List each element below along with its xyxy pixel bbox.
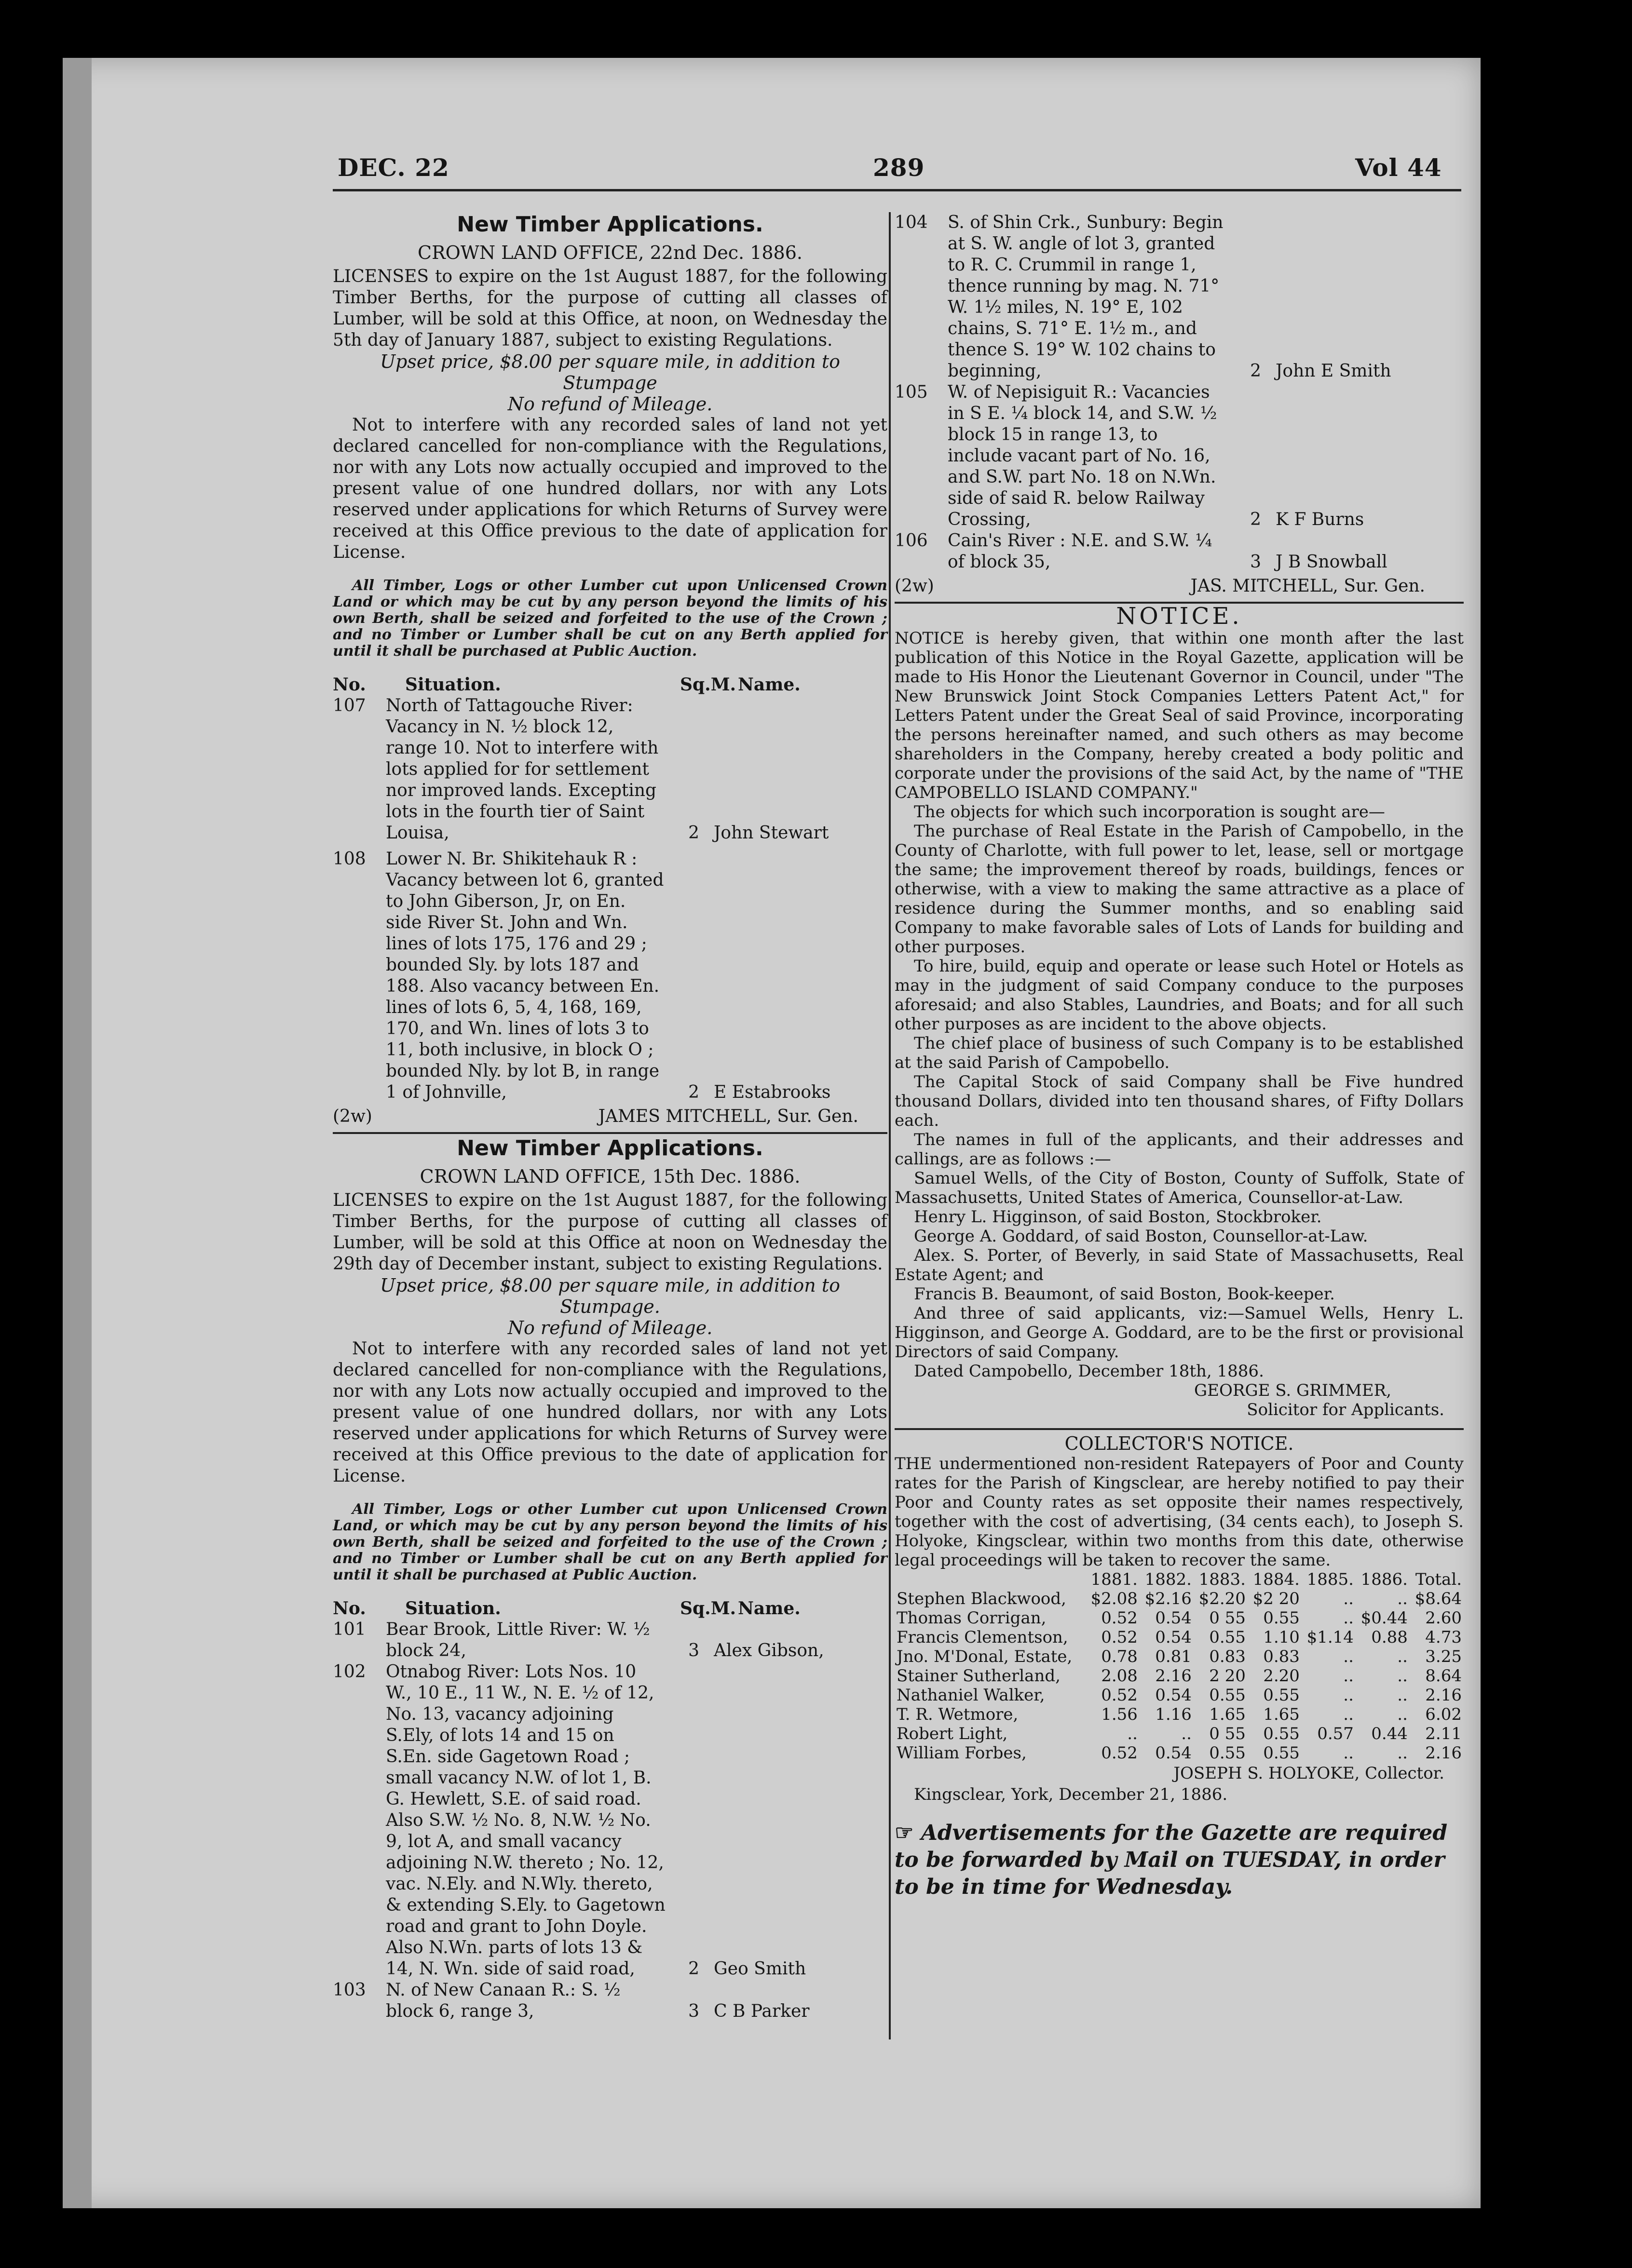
table-row bbox=[895, 1608, 1464, 1628]
total-cell: 2.60 bbox=[1425, 1608, 1462, 1628]
table-header bbox=[333, 674, 887, 695]
office-line: CROWN LAND OFFICE, 15th Dec. 1886. bbox=[420, 1166, 801, 1187]
berth-sqm: 3 bbox=[1250, 552, 1261, 572]
notice-paragraph: To hire, build, equip and operate or lease such Hotel or Hotels as may in the judgment of said Company conduce to the purposes aforesaid; and also Stables, Laundries, and Boats; and for all such other purposes as are incident to the above objects. bbox=[895, 957, 1464, 1034]
notice-paragraph: LICENSES to expire on the 1st August 1887, for the following Timber Berths, for the purpose of cutting all classes of Lumber, will be sold at this Office at noon on Wednesday the 29th day of December instant, subject to existing Regulations. bbox=[333, 1190, 887, 1274]
col-situation: Situation. bbox=[405, 675, 501, 695]
total-cell: 2.11 bbox=[1425, 1724, 1462, 1743]
notice-paragraph: Not to interfere with any recorded sales of land not yet declared cancelled for non-compliance with the Regulations, nor with any Lots now actually occupied and improved to the present value of one hundred dollars, nor with any Lots reserved under applications for which Returns of Survey were received at this Office previous to the date of application for License. bbox=[333, 1339, 887, 1486]
berth-entry bbox=[895, 212, 1464, 382]
total-cell: 2.16 bbox=[1425, 1686, 1462, 1705]
header-cell bbox=[895, 1570, 1086, 1589]
section-rule bbox=[333, 1132, 887, 1134]
berth-sqm: 2 bbox=[688, 1082, 699, 1102]
collector-title: COLLECTOR'S NOTICE. bbox=[1064, 1433, 1294, 1454]
berth-no: 105 bbox=[895, 382, 928, 402]
notice-paragraph: The objects for which such incorporation is sought are— bbox=[914, 802, 1385, 822]
berth-name: Alex Gibson, bbox=[714, 1641, 824, 1660]
berth-no: 106 bbox=[895, 531, 928, 551]
rate-cell: 1.16 bbox=[1155, 1705, 1192, 1724]
solicitor-name: GEORGE S. GRIMMER, bbox=[1194, 1381, 1391, 1400]
ratepayer-name: Robert Light, bbox=[897, 1724, 1008, 1743]
notice-paragraph: LICENSES to expire on the 1st August 1887, for the following Timber Berths, for the purpose of cutting all classes of Lumber, will be sold at this Office, at noon, on Wednesday the 5th day of January 1887, subject to existing Regulations. bbox=[333, 267, 887, 350]
rate-cell: 2.16 bbox=[1155, 1666, 1192, 1686]
collector-signature: JOSEPH S. HOLYOKE, Collector. bbox=[1173, 1764, 1444, 1783]
rate-cell: 1.65 bbox=[1209, 1705, 1246, 1724]
signature: JAS. MITCHELL, Sur. Gen. bbox=[1190, 576, 1425, 596]
col-no: No. bbox=[333, 1598, 366, 1619]
pointing-hand-icon: ☞ bbox=[895, 1821, 921, 1845]
rate-cell: 1.65 bbox=[1263, 1705, 1300, 1724]
table-row bbox=[895, 1666, 1464, 1686]
table-row bbox=[895, 1743, 1464, 1763]
rate-cell: 0.54 bbox=[1155, 1686, 1192, 1705]
total-cell: $8.64 bbox=[1414, 1589, 1462, 1608]
notice-paragraph: Not to interfere with any recorded sales of land not yet declared cancelled for non-compliance with the Regulations, nor with any Lots now actually occupied and improved to the present value of one hundred dollars, nor with any Lots reserved under applications for which Returns of Survey were received at this Office previous to the date of application for License. bbox=[333, 415, 887, 562]
berth-no: 102 bbox=[333, 1662, 366, 1682]
header-date: DEC. 22 bbox=[338, 153, 449, 182]
berth-situation: Otnabog River: Lots Nos. 10 W., 10 E., 11 W., N. E. ½ of 12, No. 13, vacancy adjoining S.Ely, of lots 14 and 15 on S.En. side Gagetown Road ; small vacancy N.W. of lot 1, B. G. Hewlett, S.E. of said road. Also S.W. ½ No. 8, N.W. ½ No. 9, lot A, and small vacancy adjoining N.W. thereto ; No. 12, vac. N.Ely. and N.Wly. thereto, & extending S.Ely. to Gagetown road and grant to John Doyle. Also N.Wn. parts of lots 13 & 14, N. Wn. side of said road, bbox=[386, 1662, 666, 1979]
office-line: CROWN LAND OFFICE, 22nd Dec. 1886. bbox=[418, 242, 802, 263]
notice-paragraph: The purchase of Real Estate in the Parish of Campobello, in the County of Charlotte, with full power to let, lease, sell or mortgage the same; the improvement thereof by roads, buildings, fences or otherwise, with a view to making the same attractive as a place of residence during the Summer months, and so enabling said Company to make favorable sales of Lots of Lands for building and other purposes. bbox=[895, 822, 1464, 957]
collector-place-date: Kingsclear, York, December 21, 1886. bbox=[914, 1785, 1228, 1804]
rate-cell: 0 55 bbox=[1209, 1724, 1246, 1743]
rates-table bbox=[895, 1570, 1464, 1763]
insertion-mark: (2w) bbox=[333, 1107, 372, 1126]
section-title: New Timber Applications. bbox=[457, 212, 763, 237]
rate-cell: 0.54 bbox=[1155, 1743, 1192, 1763]
rate-cell: .. bbox=[1343, 1647, 1354, 1666]
col-sqm: Sq.M. bbox=[680, 1598, 736, 1619]
rate-cell: .. bbox=[1397, 1647, 1408, 1666]
berth-situation: Bear Brook, Little River: W. ½ block 24, bbox=[386, 1620, 650, 1660]
rate-cell: .. bbox=[1181, 1724, 1192, 1743]
rate-cell: $2.16 bbox=[1144, 1589, 1192, 1608]
advertisement-text: Advertisements for the Gazette are required to be forwarded by Mail on TUESDAY, in order to be in time for Wednesday. bbox=[895, 1821, 1448, 1899]
col-name: Name. bbox=[738, 1598, 801, 1619]
rate-cell: $0.44 bbox=[1360, 1608, 1408, 1628]
right-column bbox=[895, 212, 1464, 1901]
header-page-number: 289 bbox=[873, 153, 925, 182]
table-header bbox=[333, 1598, 887, 1619]
rate-cell: .. bbox=[1397, 1705, 1408, 1724]
rate-cell: 0.81 bbox=[1155, 1647, 1192, 1666]
berth-entry bbox=[333, 1661, 887, 1980]
table-row bbox=[895, 1589, 1464, 1608]
rate-cell: 0.52 bbox=[1101, 1686, 1138, 1705]
applicant: George A. Goddard, of said Boston, Counsellor-at-Law. bbox=[914, 1227, 1368, 1246]
berth-sqm: 3 bbox=[688, 2001, 699, 2021]
rate-cell: $2 20 bbox=[1252, 1589, 1300, 1608]
berth-name: E Estabrooks bbox=[714, 1082, 831, 1102]
berth-no: 103 bbox=[333, 1980, 366, 2000]
collector-paragraph: THE undermentioned non-resident Ratepayers of Poor and County rates for the Parish of Kingsclear, are hereby notified to pay their Poor and County rates as set opposite their names respectively, together with the cost of advertising, (34 cents each), to Joseph S. Holyoke, Kingsclear, within two months from this date, otherwise legal proceedings will be taken to recover the same. bbox=[895, 1454, 1464, 1570]
rate-cell: 0.55 bbox=[1209, 1686, 1246, 1705]
berth-sqm: 2 bbox=[1250, 510, 1261, 529]
rate-cell: 0 55 bbox=[1209, 1608, 1246, 1628]
rate-cell: 0.78 bbox=[1101, 1647, 1138, 1666]
berth-name: Geo Smith bbox=[714, 1959, 806, 1979]
solicitor-title: Solicitor for Applicants. bbox=[1247, 1400, 1444, 1419]
rate-cell: 1.10 bbox=[1263, 1628, 1300, 1647]
berth-entry bbox=[333, 695, 887, 844]
header-cell: 1884. bbox=[1252, 1570, 1300, 1589]
table-header-row bbox=[895, 1570, 1464, 1589]
applicant: Alex. S. Porter, of Beverly, in said State of Massachusetts, Real Estate Agent; and bbox=[895, 1246, 1464, 1284]
rate-cell: .. bbox=[1397, 1686, 1408, 1705]
rate-cell: .. bbox=[1343, 1608, 1354, 1628]
no-refund: No refund of Mileage. bbox=[507, 393, 713, 415]
page-edge bbox=[63, 58, 92, 2208]
berth-entry bbox=[333, 1980, 887, 2022]
berth-sqm: 3 bbox=[688, 1641, 699, 1660]
notice-title: NOTICE. bbox=[1116, 603, 1242, 630]
table-row bbox=[895, 1686, 1464, 1705]
berth-name: C B Parker bbox=[714, 2001, 810, 2021]
forfeit-clause: All Timber, Logs or other Lumber cut upon Unlicensed Crown Land or which may be cut by any person beyond the limits of his own Berth, shall be seized and forfeited to the use of the Crown ; and no Timber or Lumber shall be cut on any Berth applied for until it shall be purchased at Public Auction. bbox=[333, 577, 887, 660]
berth-entry bbox=[333, 849, 887, 1103]
notice-paragraph: NOTICE is hereby given, that within one month after the last publication of this Notice in the Royal Gazette, application will be made to His Honor the Lieutenant Governor in Council, under "The New Brunswick Joint Stock Companies Letters Patent Act," for Letters Patent under the Great Seal of said Province, incorporating the persons hereinafter named, and such others as may become shareholders in the Company, hereby created a body politic and corporate under the provisions of the said Act, by the name of "THE CAMPOBELLO ISLAND COMPANY." bbox=[895, 629, 1464, 802]
ratepayer-name: William Forbes, bbox=[897, 1743, 1027, 1763]
total-cell: 2.16 bbox=[1425, 1743, 1462, 1763]
no-refund: No refund of Mileage. bbox=[507, 1317, 713, 1338]
notice-date: Dated Campobello, December 18th, 1886. bbox=[914, 1362, 1264, 1381]
rate-cell: $2.08 bbox=[1090, 1589, 1138, 1608]
signature-line bbox=[895, 576, 1464, 597]
berth-entry bbox=[333, 1619, 887, 1661]
rate-cell: .. bbox=[1343, 1666, 1354, 1686]
berth-name: John Stewart bbox=[714, 823, 829, 843]
rate-cell: 0.52 bbox=[1101, 1743, 1138, 1763]
berth-sqm: 2 bbox=[1250, 361, 1261, 381]
ratepayer-name: T. R. Wetmore, bbox=[897, 1705, 1019, 1724]
rate-cell: 0.55 bbox=[1263, 1608, 1300, 1628]
ratepayer-name: Francis Clementson, bbox=[897, 1628, 1068, 1647]
berth-situation: W. of Nepisiguit R.: Vacancies in S E. ¼ block 14, and S.W. ½ block 15 in range 13, to include vacant part of No. 16, and S.W. part No. 18 on N.Wn. side of said R. below Railway Crossing, bbox=[948, 382, 1217, 529]
rate-cell: 0.83 bbox=[1263, 1647, 1300, 1666]
column-divider bbox=[889, 212, 891, 2039]
rate-cell: .. bbox=[1343, 1743, 1354, 1763]
rate-cell: $2.20 bbox=[1198, 1589, 1246, 1608]
rate-cell: .. bbox=[1397, 1666, 1408, 1686]
rate-cell: 1.56 bbox=[1101, 1705, 1138, 1724]
signature-line bbox=[333, 1106, 887, 1127]
berth-name: J B Snowball bbox=[1276, 552, 1387, 572]
upset-price: Upset price, $8.00 per square mile, in addition to Stumpage. bbox=[380, 1275, 841, 1317]
ratepayer-name: Thomas Corrigan, bbox=[897, 1608, 1047, 1628]
rate-cell: 0.52 bbox=[1101, 1628, 1138, 1647]
berth-sqm: 2 bbox=[688, 1959, 699, 1979]
rate-cell: 2 20 bbox=[1209, 1666, 1246, 1686]
section-title: New Timber Applications. bbox=[457, 1136, 763, 1161]
rate-cell: 0.57 bbox=[1317, 1724, 1354, 1743]
rate-cell: 0.55 bbox=[1263, 1686, 1300, 1705]
berth-name: K F Burns bbox=[1276, 510, 1364, 529]
rate-cell: $1.14 bbox=[1306, 1628, 1354, 1647]
berth-entry bbox=[895, 382, 1464, 530]
berth-no: 108 bbox=[333, 849, 366, 869]
berth-no: 101 bbox=[333, 1620, 366, 1639]
ratepayer-name: Jno. M'Donal, Estate, bbox=[897, 1647, 1073, 1666]
rate-cell: 0.44 bbox=[1371, 1724, 1408, 1743]
applicant: Samuel Wells, of the City of Boston, County of Suffolk, State of Massachusetts, United States of America, Counsellor-at-Law. bbox=[895, 1169, 1464, 1207]
ratepayer-name: Stainer Sutherland, bbox=[897, 1666, 1061, 1686]
left-column bbox=[333, 212, 887, 2022]
rate-cell: .. bbox=[1127, 1724, 1138, 1743]
berth-sqm: 2 bbox=[688, 823, 699, 843]
header-cell: 1882. bbox=[1144, 1570, 1192, 1589]
table-row bbox=[895, 1724, 1464, 1743]
berth-entry bbox=[895, 530, 1464, 573]
total-cell: 6.02 bbox=[1425, 1705, 1462, 1724]
upset-price: Upset price, $8.00 per square mile, in addition to Stumpage bbox=[380, 351, 841, 393]
rate-cell: .. bbox=[1397, 1589, 1408, 1608]
rate-cell: 0.55 bbox=[1209, 1628, 1246, 1647]
rate-cell: 0.55 bbox=[1263, 1743, 1300, 1763]
rate-cell: 2.20 bbox=[1263, 1666, 1300, 1686]
rate-cell: 2.08 bbox=[1101, 1666, 1138, 1686]
total-cell: 8.64 bbox=[1425, 1666, 1462, 1686]
rate-cell: 0.83 bbox=[1209, 1647, 1246, 1666]
header-cell: 1883. bbox=[1198, 1570, 1246, 1589]
header-volume: Vol 44 bbox=[1355, 153, 1442, 182]
rate-cell: 0.52 bbox=[1101, 1608, 1138, 1628]
col-situation: Situation. bbox=[405, 1598, 501, 1619]
notice-paragraph: And three of said applicants, viz:—Samuel Wells, Henry L. Higginson, and George A. Goddard, are to be the first or provisional Directors of said Company. bbox=[895, 1304, 1464, 1362]
berth-no: 107 bbox=[333, 696, 366, 716]
rate-cell: 0.88 bbox=[1371, 1628, 1408, 1647]
notice-paragraph: The chief place of business of such Company is to be established at the said Parish of Campobello. bbox=[895, 1034, 1464, 1072]
col-no: No. bbox=[333, 675, 366, 695]
table-row bbox=[895, 1647, 1464, 1666]
berth-situation: S. of Shin Crk., Sunbury: Begin at S. W. angle of lot 3, granted to R. C. Crummil in range 1, thence running by mag. N. 71° W. 1½ miles, N. 19° E, 102 chains, S. 71° E. 1½ m., and thence S. 19° W. 102 chains to beginning, bbox=[948, 213, 1224, 381]
header-cell: 1885. bbox=[1306, 1570, 1354, 1589]
signature: JAMES MITCHELL, Sur. Gen. bbox=[598, 1107, 858, 1126]
berth-situation: Lower N. Br. Shikitehauk R : Vacancy between lot 6, granted to John Giberson, Jr, on En. side River St. John and Wn. lines of lots 175, 176 and 29 ; bounded Sly. by lots 187 and 188. Also vacancy between En. lines of lots 6, 5, 4, 168, 169, 170, and Wn. lines of lots 3 to 11, both inclusive, in block O ; bounded Nly. by lot B, in range 1 of Johnville, bbox=[386, 849, 664, 1102]
advertisement-note bbox=[895, 1820, 1464, 1901]
table-row bbox=[895, 1628, 1464, 1647]
berth-no: 104 bbox=[895, 213, 928, 232]
total-cell: 3.25 bbox=[1425, 1647, 1462, 1666]
berth-situation: N. of New Canaan R.: S. ½ block 6, range 3, bbox=[386, 1980, 621, 2021]
insertion-mark: (2w) bbox=[895, 576, 934, 596]
ratepayer-name: Stephen Blackwood, bbox=[897, 1589, 1066, 1608]
ratepayer-name: Nathaniel Walker, bbox=[897, 1686, 1045, 1705]
header-cell: Total. bbox=[1415, 1570, 1462, 1589]
forfeit-clause: All Timber, Logs or other Lumber cut upon Unlicensed Crown Land, or which may be cut by any person beyond the limits of his own Berth, shall be seized and forfeited to the use of the Crown ; and no Timber or Lumber shall be cut on any Berth applied for until it shall be purchased at Public Auction. bbox=[333, 1501, 887, 1583]
header-rule bbox=[333, 189, 1461, 191]
applicant: Francis B. Beaumont, of said Boston, Book-keeper. bbox=[914, 1284, 1335, 1304]
rate-cell: .. bbox=[1397, 1743, 1408, 1763]
rate-cell: 0.54 bbox=[1155, 1628, 1192, 1647]
rate-cell: 0.55 bbox=[1209, 1743, 1246, 1763]
berth-name: John E Smith bbox=[1276, 361, 1391, 381]
notice-paragraph: The names in full of the applicants, and their addresses and callings, are as follows :— bbox=[895, 1130, 1464, 1169]
col-sqm: Sq.M. bbox=[680, 675, 736, 695]
table-row bbox=[895, 1705, 1464, 1724]
rate-cell: .. bbox=[1343, 1589, 1354, 1608]
header-cell: 1886. bbox=[1360, 1570, 1408, 1589]
header-cell: 1881. bbox=[1090, 1570, 1138, 1589]
rate-cell: 0.54 bbox=[1155, 1608, 1192, 1628]
total-cell: 4.73 bbox=[1425, 1628, 1462, 1647]
col-name: Name. bbox=[738, 675, 801, 695]
berth-situation: North of Tattagouche River: Vacancy in N. ½ block 12, range 10. Not to interfere with lots applied for for settlement nor improved lands. Excepting lots in the fourth tier of Saint Louisa, bbox=[386, 696, 659, 843]
applicant: Henry L. Higginson, of said Boston, Stockbroker. bbox=[914, 1207, 1322, 1227]
berth-situation: Cain's River : N.E. and S.W. ¼ of block 35, bbox=[948, 531, 1212, 572]
rate-cell: 0.55 bbox=[1263, 1724, 1300, 1743]
rate-cell: .. bbox=[1343, 1705, 1354, 1724]
notice-paragraph: The Capital Stock of said Company shall be Five hundred thousand Dollars, divided into ten thousand shares, of Fifty Dollars each. bbox=[895, 1072, 1464, 1130]
section-rule bbox=[895, 1428, 1464, 1430]
rate-cell: .. bbox=[1343, 1686, 1354, 1705]
